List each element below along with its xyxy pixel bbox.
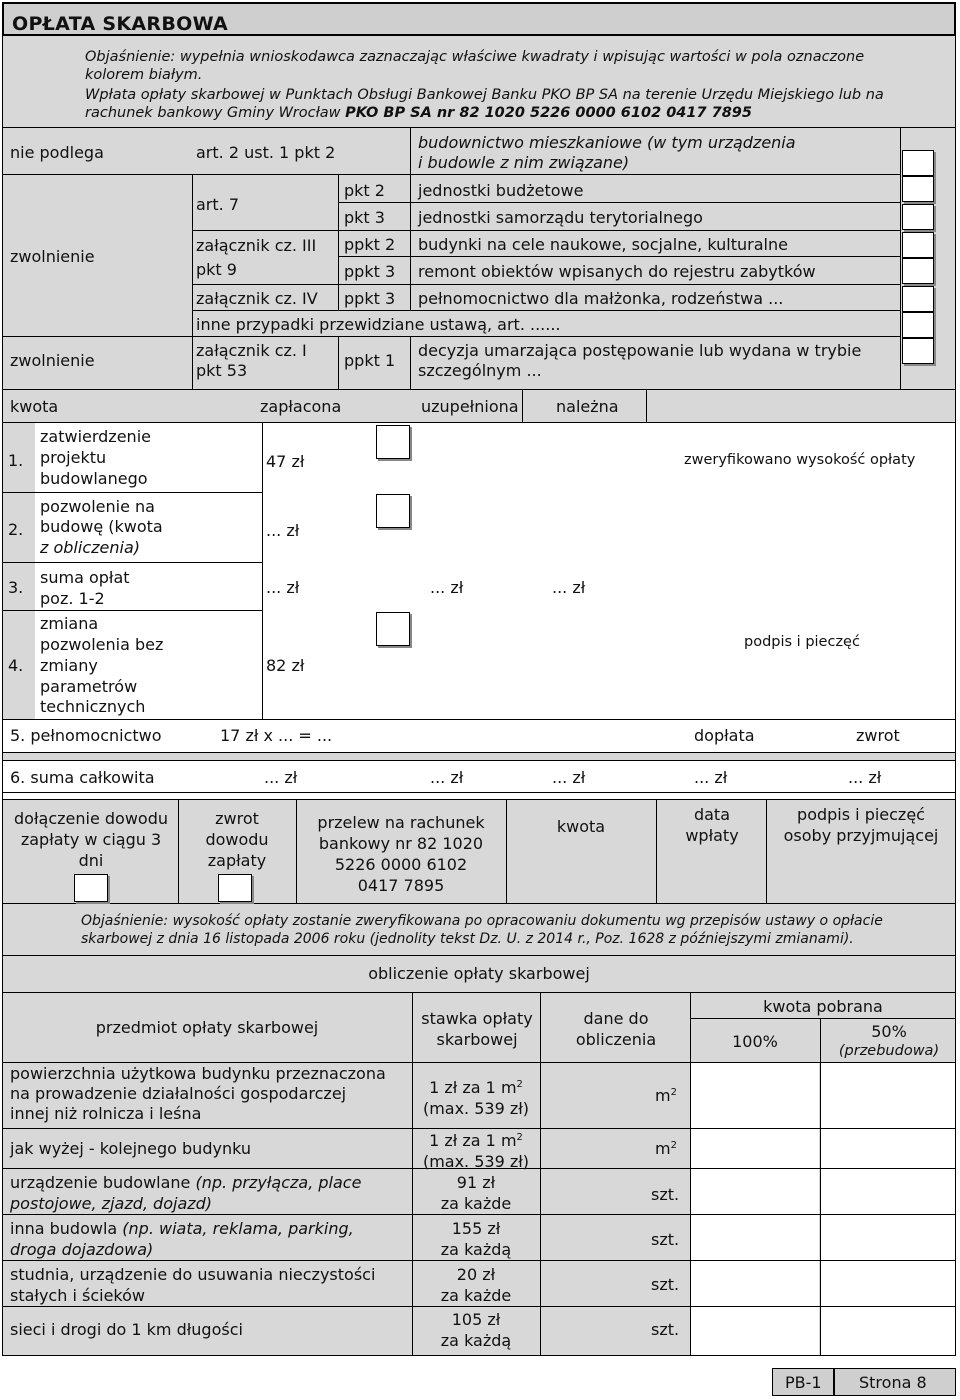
- calc-row-5-label: [10, 1264, 410, 1306]
- podpis-line-1: podpis i pieczęć: [797, 805, 925, 824]
- label-budynki: budynki na cele naukowe, socjalne, kulturalne: [418, 235, 788, 254]
- data-line-2: wpłaty: [685, 826, 739, 845]
- label-ppkt3b: ppkt 3: [344, 289, 396, 308]
- calc-header-100: 100%: [732, 1032, 778, 1051]
- label-przelew: [298, 812, 504, 896]
- checkbox-jednostki-budzetowe[interactable]: [902, 176, 934, 202]
- calc-header-przedmiot: przedmiot opłaty skarbowej: [95, 1018, 319, 1037]
- label-zwrot-dowodu: [182, 808, 292, 871]
- label-jednostki-budzetowe: jednostki budżetowe: [418, 181, 584, 200]
- input-col-50[interactable]: [821, 1063, 955, 1355]
- calc-row-3-unit: szt.: [651, 1185, 680, 1204]
- row4-label-a: zmiana: [40, 614, 99, 633]
- label-zwrot: zwrot: [856, 726, 900, 745]
- calc-row-6-rate-1: 105 zł: [451, 1310, 501, 1329]
- calc-row-3-b-it: postojowe, zjazd, dojazd): [10, 1194, 213, 1213]
- calc-row-2-rate-text: 1 zł za 1 m: [429, 1131, 517, 1150]
- label-pkt3: pkt 3: [344, 208, 385, 227]
- zwrot-line-3: zapłaty: [207, 851, 267, 870]
- row2-label-b-text: budowę (kwota: [40, 517, 163, 536]
- calc-row-6-label: sieci i drogi do 1 km długości: [10, 1320, 243, 1339]
- stawka-line-2: skarbowej: [436, 1030, 518, 1049]
- calc-row-2-unit: [655, 1139, 677, 1158]
- label-ppkt1: ppkt 1: [344, 351, 396, 370]
- calc-row-1-unit: [655, 1086, 677, 1105]
- przelew-line-3: 5226 0000 6102: [334, 855, 468, 874]
- row6-value-1: ... zł: [264, 768, 298, 787]
- calc-header-przebudowa: (przebudowa): [838, 1043, 940, 1059]
- row1-label-a: zatwierdzenie: [40, 427, 151, 446]
- calc-row-4-label: [10, 1218, 410, 1260]
- row6-value-5: ... zł: [848, 768, 882, 787]
- input-col-100[interactable]: [691, 1063, 819, 1355]
- note-line-1: Objaśnienie: wypełnia wnioskodawca zaznaczając właściwe kwadraty i wpisując wartości w pola oznaczone: [85, 49, 865, 65]
- checkbox-row4[interactable]: [376, 612, 410, 646]
- dolaczenie-line-1: dołączenie dowodu: [14, 809, 168, 828]
- calc-row-2-rate-1: [412, 1127, 540, 1151]
- label-jednostki-samorzadu: jednostki samorządu terytorialnego: [418, 208, 703, 227]
- row1-value: 47 zł: [266, 452, 305, 471]
- calc-header-stawka: [414, 1008, 540, 1050]
- row3-label-a: suma opłat: [40, 568, 130, 587]
- row4-label-d: parametrów: [40, 677, 138, 696]
- row4-label-c: zmiany: [40, 656, 98, 675]
- label-dolaczenie: [6, 808, 176, 871]
- calc-row-5-rate-2: za każde: [440, 1286, 512, 1305]
- account-number: PKO BP SA nr 82 1020 5226 0000 6102 0417 7895: [345, 105, 752, 121]
- przelew-line-1: przelew na rachunek: [317, 813, 485, 832]
- dolaczenie-line-3: dni: [78, 851, 104, 870]
- label-nalezna: należna: [556, 397, 619, 416]
- calc-row-6-rate-2: za każdą: [440, 1331, 512, 1350]
- label-zal-i: załącznik cz. I: [196, 341, 307, 360]
- label-pkt2: pkt 2: [344, 181, 385, 200]
- label-budownictwo-2: i budowle z nim związane): [418, 153, 630, 172]
- calc-row-4-a: inna budowla: [10, 1219, 123, 1238]
- superscript: 2: [670, 1087, 677, 1098]
- przelew-line-2: bankowy nr 82 1020: [318, 834, 484, 853]
- instruction-note: [2, 36, 956, 128]
- calc-row-4-a-it: (np. wiata, reklama, parking,: [122, 1219, 354, 1238]
- calc-header-50: 50%: [871, 1022, 907, 1041]
- label-kwota: kwota: [10, 397, 59, 416]
- label-podpis-osoby: [768, 804, 954, 846]
- calc-row-1-rate-text: 1 zł za 1 m: [429, 1078, 517, 1097]
- footer-page: Strona 8: [859, 1373, 927, 1392]
- row6-label: 6. suma całkowita: [10, 768, 155, 787]
- row4-label-b: pozwolenia bez: [40, 635, 164, 654]
- calc-row-3-a-it: (np. przyłącza, place: [195, 1173, 362, 1192]
- checkbox-budownictwo[interactable]: [902, 150, 934, 176]
- label-uzupelniona: uzupełniona: [421, 397, 519, 416]
- calc-row-5-b: stałych i ścieków: [10, 1286, 145, 1305]
- label-budownictwo-1: budownictwo mieszkaniowe (w tym urządzenia: [418, 133, 796, 152]
- calc-row-3-label: [10, 1172, 410, 1214]
- checkbox-budynki[interactable]: [902, 232, 934, 258]
- calc-row-3-rate-2: za każde: [440, 1194, 512, 1213]
- row2-value: ... zł: [266, 521, 300, 540]
- form-title: OPŁATA SKARBOWA: [12, 13, 228, 35]
- calc-row-6-rate: [412, 1309, 540, 1351]
- row4-label-e: technicznych: [40, 697, 146, 716]
- dane-line-2: obliczenia: [575, 1030, 657, 1049]
- superscript: 2: [516, 1079, 523, 1090]
- row3-value-1: ... zł: [266, 578, 300, 597]
- checkbox-jednostki-samorzadu[interactable]: [902, 204, 934, 230]
- row1-number: 1.: [8, 451, 24, 470]
- calc-row-3-rate-1: 91 zł: [456, 1173, 496, 1192]
- row3-number: 3.: [8, 578, 24, 597]
- row2-label-a: pozwolenie na: [40, 497, 155, 516]
- superscript: 2: [670, 1140, 677, 1151]
- row2-label-b: [40, 517, 163, 536]
- calc-row-1-a: powierzchnia użytkowa budynku przeznaczona: [10, 1064, 386, 1083]
- stawka-line-1: stawka opłaty: [421, 1009, 533, 1028]
- calc-row-3-rate: [412, 1172, 540, 1214]
- label-pkt9: pkt 9: [196, 260, 237, 279]
- footer-code-box: [772, 1368, 834, 1396]
- podpis-line-2: osoby przyjmującej: [783, 826, 939, 845]
- row6-value-4: ... zł: [694, 768, 728, 787]
- przelew-line-4: 0417 7895: [357, 876, 445, 895]
- label-decyzja-2: szczególnym ...: [418, 361, 542, 380]
- label-zal-iii: [196, 236, 316, 255]
- calc-row-4-rate-2: za każdą: [440, 1240, 512, 1259]
- calc-row-1-unit-text: m: [655, 1086, 671, 1105]
- calc-header-kwota-pobrana: kwota pobrana: [763, 997, 883, 1016]
- note-line-2: kolorem białym.: [85, 67, 203, 83]
- row4-number: 4.: [8, 656, 24, 675]
- label-inne: inne przypadki przewidziane ustawą, art. ......: [196, 315, 561, 334]
- checkbox-decyzja[interactable]: [902, 338, 934, 364]
- checkbox-row2[interactable]: [376, 494, 410, 528]
- note-account-text: rachunek bankowy Gminy Wrocław: [85, 105, 346, 121]
- note-line-3: Wpłata opłaty skarbowej w Punktach Obsługi Bankowej Banku PKO BP SA na terenie Urzędu Miejskiego lub na: [85, 87, 884, 103]
- label-art7: art. 7: [196, 195, 240, 214]
- label-kwota-wplaty: kwota: [556, 817, 606, 836]
- verification-note: [2, 904, 956, 956]
- label-ppkt2: ppkt 2: [344, 235, 396, 254]
- zwrot-line-2: dowodu: [205, 830, 269, 849]
- label-pkt53: pkt 53: [196, 361, 248, 380]
- calc-row-2-unit-text: m: [655, 1139, 671, 1158]
- label-art2: art. 2 ust. 1 pkt 2: [196, 143, 336, 162]
- calc-row-4-rate: [412, 1218, 540, 1260]
- label-podpis: podpis i pieczęć: [744, 634, 860, 650]
- row3-value-2: ... zł: [430, 578, 464, 597]
- calc-row-5-a: studnia, urządzenie do usuwania nieczystości: [10, 1265, 376, 1284]
- calc-row-2-rate: [412, 1127, 540, 1172]
- zal-iii-text: załącznik cz. III: [196, 236, 317, 255]
- calc-row-2-rate-2: (max. 539 zł): [422, 1152, 530, 1171]
- footer-page-box: [834, 1368, 956, 1396]
- label-zal-iv: załącznik cz. IV: [196, 289, 318, 308]
- note-line-4: [85, 104, 925, 122]
- label-zaplacona: zapłacona: [260, 397, 342, 416]
- data-line-1: data: [693, 805, 731, 824]
- calc-row-5-unit: szt.: [651, 1275, 680, 1294]
- row1-label-b: projektu: [40, 448, 107, 467]
- calc-row-1-rate: [412, 1074, 540, 1119]
- checkbox-inne[interactable]: [902, 312, 934, 338]
- row6-value-2: ... zł: [430, 768, 464, 787]
- label-nie-podlega: nie podlega: [10, 143, 104, 162]
- checkbox-remont[interactable]: [902, 258, 934, 284]
- row2-number: 2.: [8, 520, 24, 539]
- superscript: 2: [516, 1132, 523, 1143]
- form-header: [2, 2, 956, 36]
- footer-code: PB-1: [785, 1373, 822, 1392]
- label-ppkt3: ppkt 3: [344, 262, 396, 281]
- label-zweryfikowano: zweryfikowano wysokość opłaty: [684, 452, 916, 468]
- label-decyzja-1: decyzja umarzająca postępowanie lub wydana w trybie: [418, 341, 862, 360]
- checkbox-zwrot-dowodu[interactable]: [218, 874, 252, 902]
- calc-row-5-rate: [412, 1264, 540, 1306]
- label-zwolnienie-2: zwolnienie: [10, 351, 95, 370]
- row2-label-c: z obliczenia): [40, 538, 140, 557]
- zwrot-line-1: zwrot: [215, 809, 259, 828]
- calc-title: obliczenie opłaty skarbowej: [368, 964, 590, 983]
- checkbox-row1[interactable]: [376, 425, 410, 459]
- note2-line-1: Objaśnienie: wysokość opłaty zostanie zweryfikowana po opracowaniu dokumentu wg przepisów ustawy o opłacie: [81, 913, 883, 929]
- calc-header-dane: [542, 1008, 690, 1050]
- label-zwolnienie-1: zwolnienie: [10, 247, 95, 266]
- calc-row-4-rate-1: 155 zł: [451, 1219, 501, 1238]
- checkbox-dolaczenie[interactable]: [74, 874, 108, 902]
- label-data-wplaty: [658, 804, 766, 846]
- calc-row-6-unit: szt.: [651, 1320, 680, 1339]
- calc-row-4-unit: szt.: [651, 1230, 680, 1249]
- row4-value: 82 zł: [266, 656, 305, 675]
- note2-line-2: skarbowej z dnia 16 listopada 2006 roku (jednolity tekst Dz. U. z 2014 r., Poz. 1628 z późniejszymi zmianami).: [81, 931, 854, 947]
- label-pelnomocnictwo-dla: pełnomocnictwo dla małżonka, rodzeństwa ...: [418, 289, 784, 308]
- calc-row-4-b-it: droga dojazdowa): [10, 1240, 154, 1259]
- row1-label-c: budowlanego: [40, 469, 148, 488]
- row5-calc: 17 zł x ... = ...: [220, 726, 333, 745]
- calc-row-1-rate-1: [412, 1074, 540, 1098]
- row6-value-3: ... zł: [552, 768, 586, 787]
- calc-row-1-b: na prowadzenie działalności gospodarczej: [10, 1084, 347, 1103]
- calc-row-1-label: [10, 1064, 410, 1124]
- calc-row-3-a: urządzenie budowlane: [10, 1173, 196, 1192]
- label-doplata: dopłata: [694, 726, 755, 745]
- row3-label-b: poz. 1-2: [40, 589, 105, 608]
- checkbox-pelnomocnictwo[interactable]: [902, 286, 934, 312]
- calc-row-5-rate-1: 20 zł: [456, 1265, 496, 1284]
- label-remont: remont obiektów wpisanych do rejestru zabytków: [418, 262, 816, 281]
- calc-row-1-rate-2: (max. 539 zł): [422, 1099, 530, 1118]
- row5-label: 5. pełnomocnictwo: [10, 726, 162, 745]
- dane-line-1: dane do: [583, 1009, 649, 1028]
- calc-row-1-c: innej niż rolnicza i leśna: [10, 1104, 202, 1123]
- row3-value-3: ... zł: [552, 578, 586, 597]
- dolaczenie-line-2: zapłaty w ciągu 3: [20, 830, 162, 849]
- calc-row-2-label: jak wyżej - kolejnego budynku: [10, 1139, 251, 1158]
